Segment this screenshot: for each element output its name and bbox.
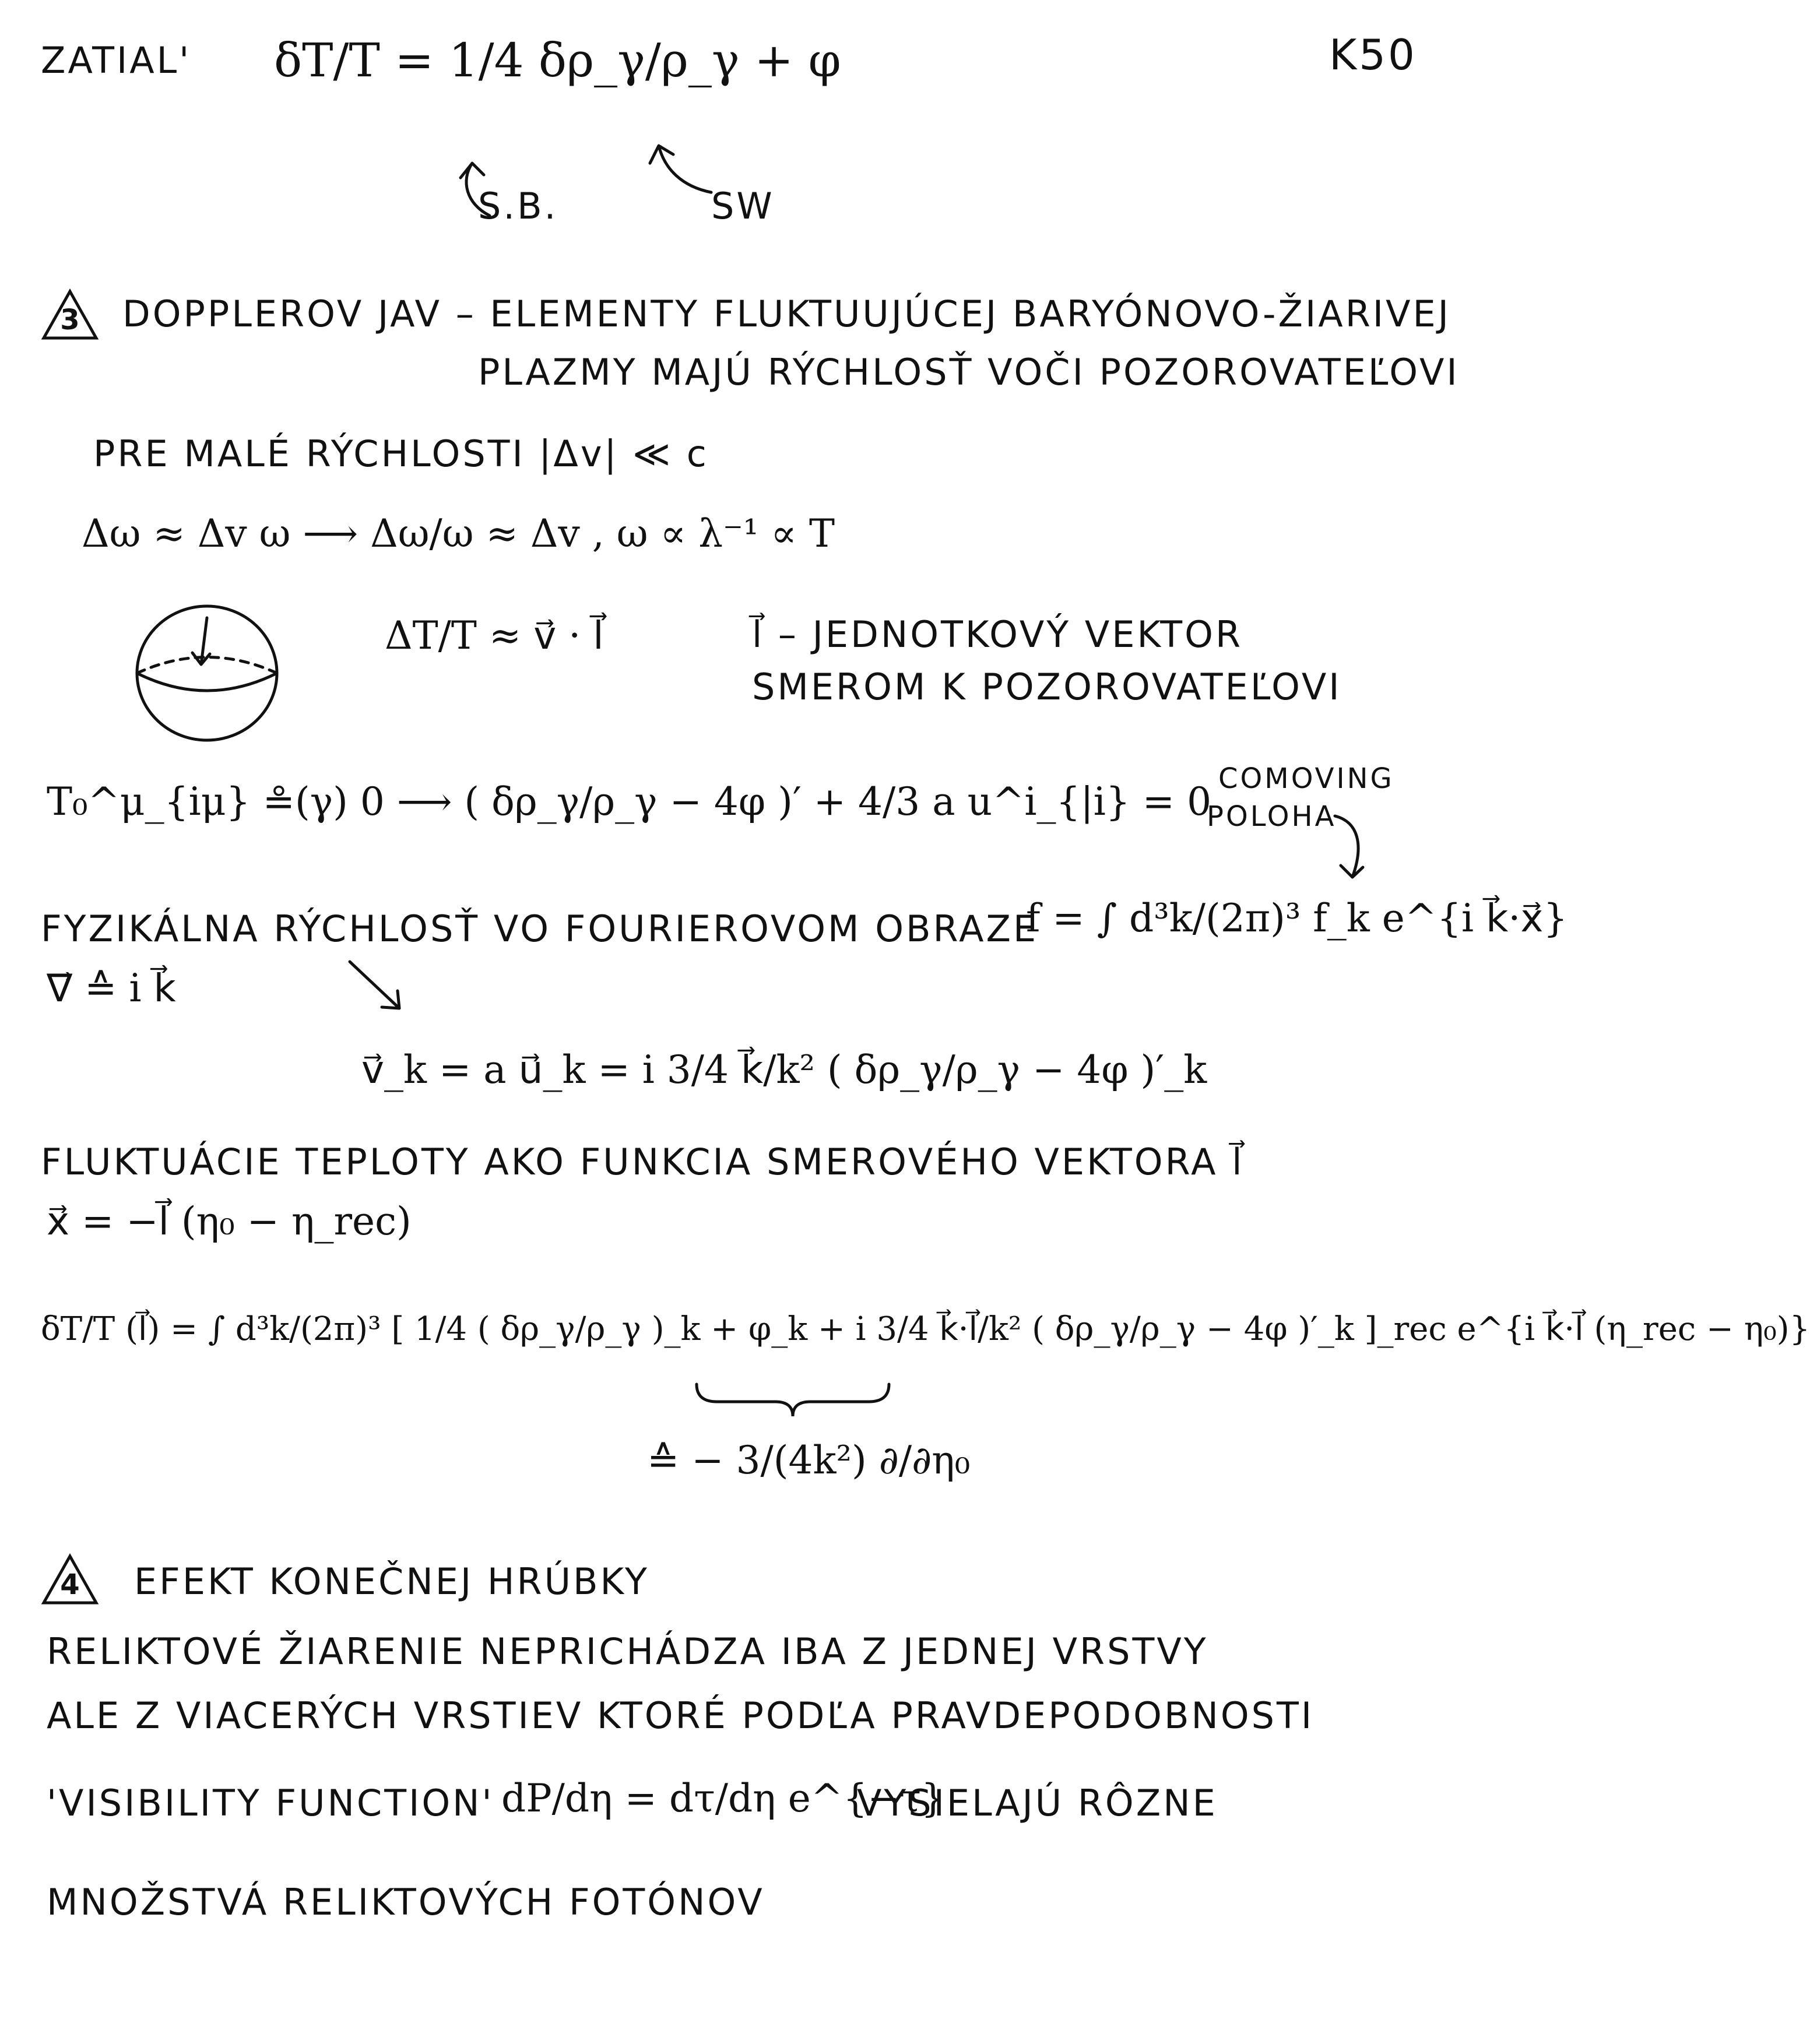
underbrace-icon bbox=[694, 1381, 892, 1422]
section-4-line4: MNOŽSTVÁ RELIKTOVÝCH FOTÓNOV bbox=[47, 1881, 765, 1923]
sb-label: S.B. bbox=[478, 185, 558, 227]
section-4-line1: RELIKTOVÉ ŽIARENIE NEPRICHÁDZA IBA Z JEDNEJ VRSTVY bbox=[47, 1630, 1208, 1673]
arrow-velocity-icon bbox=[344, 956, 414, 1020]
section-4-line3-end: VYSIELAJÚ RÔZNE bbox=[857, 1782, 1218, 1824]
velocity-equation: v⃗_k = a u⃗_k = i 3/4 k⃗/k² ( δρ_γ/ρ_γ − 4φ )′_k bbox=[361, 1047, 1207, 1092]
comoving-label-line2: POLOHA bbox=[1207, 800, 1337, 833]
section-4-title: EFEKT KONEČNEJ HRÚBKY bbox=[134, 1560, 649, 1603]
section-4-number: 4 bbox=[60, 1568, 80, 1601]
nabla-equation: ∇⃗ ≙ i k⃗ bbox=[47, 966, 176, 1011]
fourier-equation: f = ∫ d³k/(2π)³ f_k e^{i k⃗·x⃗} bbox=[1026, 896, 1568, 941]
section-3-marker bbox=[41, 289, 99, 341]
visibility-equation: dP/dη = dτ/dη e^{−τ} bbox=[501, 1776, 946, 1821]
section-4-marker bbox=[41, 1553, 99, 1606]
temp-fluct-text: FLUKTUÁCIE TEPLOTY AKO FUNKCIA SMEROVÉHO VEKTORA l⃗ bbox=[41, 1141, 1245, 1183]
brace-equation: ≙ − 3/(4k²) ∂/∂η₀ bbox=[647, 1438, 971, 1483]
doppler-equation: Δω ≈ Δv ω ⟶ Δω/ω ≈ Δv , ω ∝ λ⁻¹ ∝ T bbox=[82, 511, 835, 556]
l-description-line1: l⃗ – JEDNOTKOVÝ VEKTOR bbox=[752, 613, 1243, 656]
section-4-line2: ALE Z VIACERÝCH VRSTIEV KTORÉ PODĽA PRAVDEPODOBNOSTI bbox=[47, 1694, 1315, 1737]
sw-label: SW bbox=[711, 185, 775, 227]
fourier-text: FYZIKÁLNA RÝCHLOSŤ VO FOURIEROVOM OBRAZE bbox=[41, 907, 1039, 950]
temperature-fluctuation-equation: δT/T (l⃗) = ∫ d³k/(2π)³ [ 1/4 ( δρ_γ/ρ_γ )_k + φ_k + i 3/4 k⃗·l⃗/k² ( δρ_γ/ρ_γ − 4φ )′_k ]_rec e^{i k⃗·l⃗ (η_rec − η₀)} bbox=[41, 1310, 1810, 1348]
x-equation: x⃗ = −l⃗ (η₀ − η_rec) bbox=[47, 1199, 412, 1244]
l-description-line2: SMEROM K POZOROVATEĽOVI bbox=[752, 666, 1342, 708]
sphere-sketch-icon bbox=[131, 600, 283, 746]
section-3-title-line2: PLAZMY MAJÚ RÝCHLOSŤ VOČI POZOROVATEĽOVI bbox=[478, 351, 1460, 393]
arrow-comoving-icon bbox=[1329, 810, 1376, 886]
page-id: K50 bbox=[1329, 30, 1417, 79]
zatial-label: ZATIAL' bbox=[41, 39, 192, 82]
comoving-label-line1: COMOVING bbox=[1218, 762, 1394, 795]
visibility-function-label: 'VISIBILITY FUNCTION' bbox=[47, 1782, 494, 1824]
sw-equation: δT/T = 1/4 δρ_γ/ρ_γ + φ bbox=[274, 33, 841, 87]
dT-equation: ΔT/T ≈ v⃗ · l⃗ bbox=[385, 613, 604, 658]
small-velocities-text: PRE MALÉ RÝCHLOSTI |Δv| ≪ c bbox=[93, 432, 709, 475]
section-3-number: 3 bbox=[60, 304, 80, 336]
continuity-equation: T₀^μ_{iμ} ≗(γ) 0 ⟶ ( δρ_γ/ρ_γ − 4φ )′ + 4/3 a u^i_{|i} = 0 bbox=[47, 779, 1212, 824]
section-3-title-line1: DOPPLEROV JAV – ELEMENTY FLUKTUUJÚCEJ BARYÓNOVO-ŽIARIVEJ bbox=[122, 293, 1451, 335]
